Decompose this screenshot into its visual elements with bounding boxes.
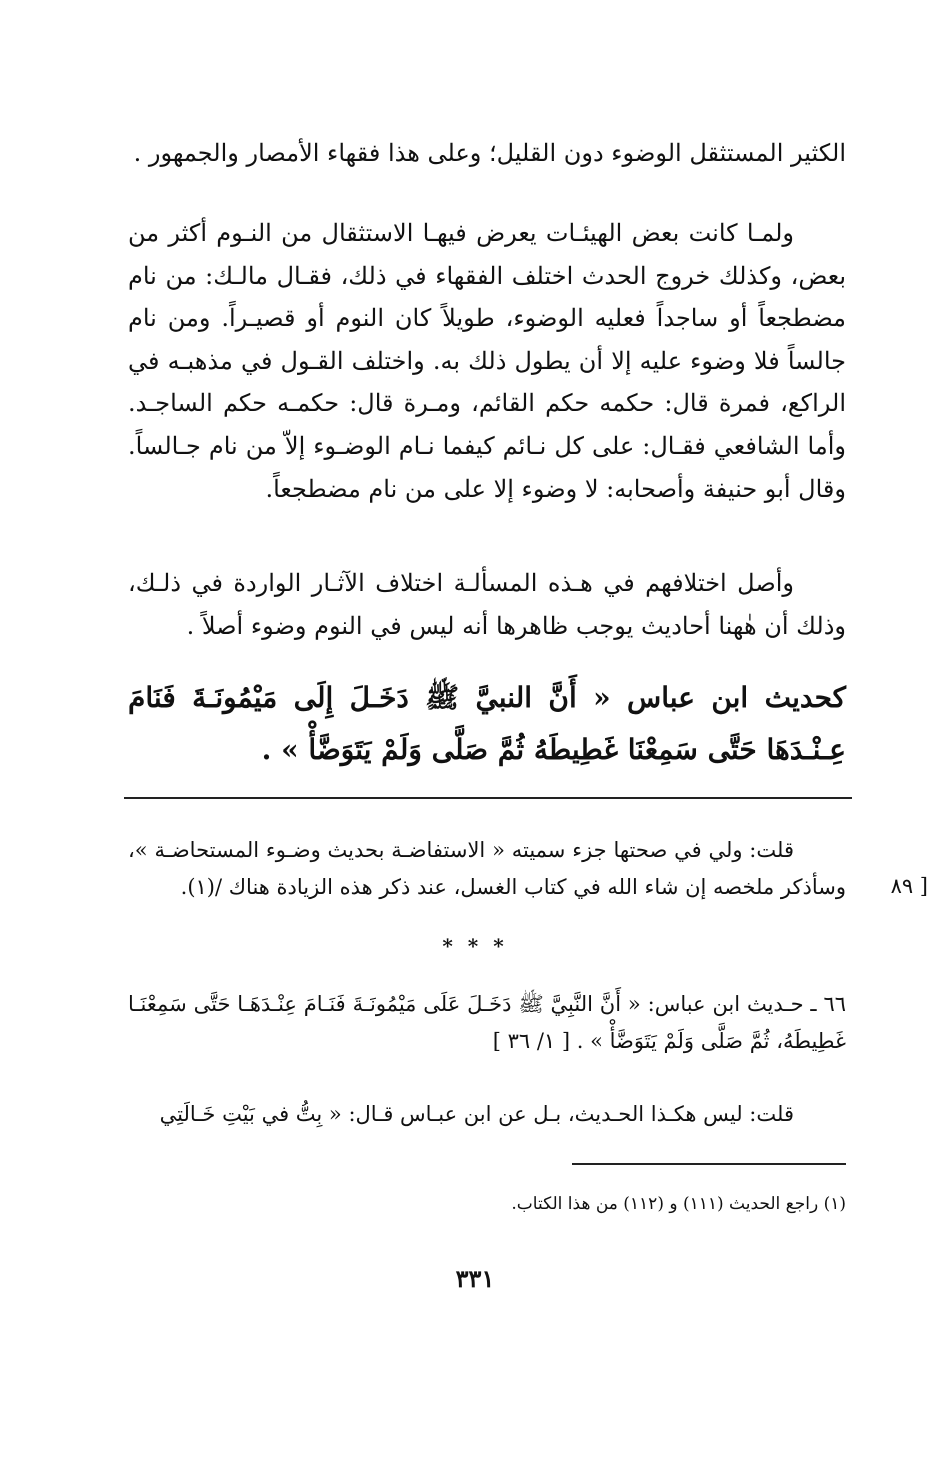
note-paragraph-3: قلت: ليس هكـذا الحـديث، بـل عن ابن عبـاس قـال: « بِتُّ في بَيْتِ خَـالَتِي xyxy=(159,1102,794,1126)
margin-reference: [ ٨٩ xyxy=(890,874,928,898)
section-separator-stars: * * * xyxy=(442,934,508,958)
paragraph-2: ولمـا كانت بعض الهيئـات يعرض فيهـا الاستثقال من النـوم أكثر من بعض، وكذلك خروج الحدث اختلف الفقهاء في ذلك، فقـال مالـك: من نام مضطجعاً أو ساجداً فعليه الوضوء، طويلاً كان النوم أو قصيـراً. ومن نام جالساً فلا وضوء عليه إلا أن يطول ذلك به. واختلف القـول في مذهبـه في الراكع، فمرة قال: حكمه حكم القائم، ومـرة قال: حكمـه حكم الساجـد. وأما الشافعي فقـال: على كل نـائم كيفما نـام الوضـوء إلاّ من نام جـالساً. وقال أبو حنيفة وأصحابه: لا وضوء إلا على من نام مضطجعاً. xyxy=(128,219,847,503)
paragraph-1: الكثير المستثقل الوضوء دون القليل؛ وعلى هذا فقهاء الأمصار والجمهور . xyxy=(133,139,846,167)
footnote: (١) راجع الحديث (١١١) و (١١٢) من هذا الكتاب. xyxy=(511,1194,846,1214)
page-number: ٣٣١ xyxy=(455,1264,495,1293)
footnote-divider xyxy=(572,1163,846,1165)
paragraph-3: وأصل اختلافهم في هـذه المسألـة اختلاف الآثـار الواردة في ذلـك، وذلك أن هٰهنا أحاديث يوجب ظاهرها أنه ليس في النوم وضوء أصلاً . xyxy=(128,569,846,640)
section-divider xyxy=(124,797,852,799)
note-paragraph-2: ٦٦ ـ حـديث ابن عباس: « أَنَّ النَّبِيَّ ﷺ دَخَـلَ عَلَى مَيْمُونَـةَ فَنَـامَ عِنْـدَهَـا حَتَّى سَمِعْنَـا غَطِيطَهُ، ثُمَّ صَلَّى وَلَمْ يَتَوَضَّأْ » . [ ١/ ٣٦ ] xyxy=(128,992,846,1053)
hadith-quote: كحديث ابن عباس « أَنَّ النبيَّ ﷺ دَخَـلَ إِلَى مَيْمُونَـةَ فَنَامَ عِـنْـدَهَا حَتَّى سَمِعْنَا غَطِيطَهُ ثُمَّ صَلَّى وَلَمْ يَتَوَضَّأْ » . xyxy=(128,681,846,766)
note-paragraph-1: قلت: ولي في صحتها جزء سميته « الاستفاضـة بحديث وضـوء المستحاضـة »، وسأذكر ملخصه إن شاء الله في كتاب الغسل، عند ذكر هذه الزيادة هناك /(١). xyxy=(128,838,846,899)
